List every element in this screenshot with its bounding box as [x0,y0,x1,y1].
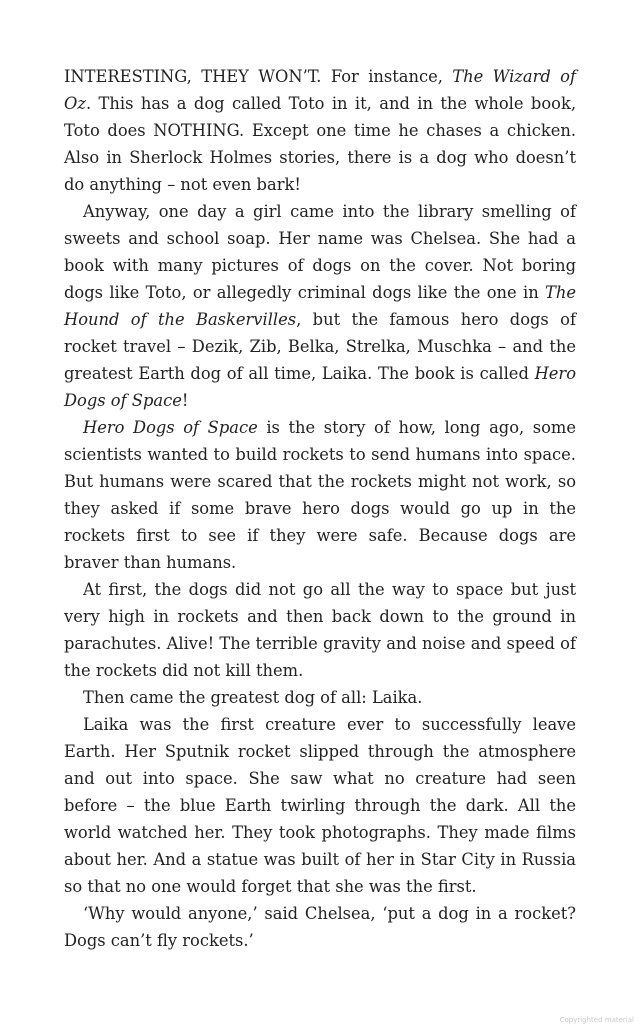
italic-text: The Hound of the Baskervilles [64,283,576,329]
paragraph [64,414,576,576]
italic-text: Hero Dogs of Space [83,418,258,437]
copyright-watermark: Copyrighted material [559,1016,634,1024]
paragraph [64,900,576,954]
body-text: ! [181,391,189,410]
body-text: INTERESTING, THEY WON’T. For instance, [64,67,453,86]
body-text: is the story of how, long ago, some scientists wanted to build rockets to send humans into space. But humans were scared that the rockets might not work, so they asked if some brave hero dogs would go up in the rockets first to see if they were safe. Because dogs are braver than humans. [64,418,577,572]
paragraph [64,63,576,198]
paragraph [64,198,576,414]
paragraph [64,684,576,711]
body-text: Then came the greatest dog of all: Laika. [83,688,423,707]
body-text: , but the famous hero dogs of rocket travel – Dezik, Zib, Belka, Strelka, Muschka – and the greatest Earth dog of all time, Laika. The book is called [64,310,576,383]
italic-text: The Wizard of Oz [64,67,576,113]
body-text: ‘Why would anyone,’ said Chelsea, ‘put a dog in a rocket? Dogs can’t fly rockets.’ [64,904,576,950]
body-text: . This has a dog called Toto in it, and in the whole book, Toto does NOTHING. Except one time he chases a chicken. Also in Sherlock Holmes stories, there is a dog who doesn’t do anything – not even bark! [64,94,576,194]
paragraph [64,711,576,900]
body-text: At first, the dogs did not go all the way to space but just very high in rockets and then back down to the ground in parachutes. Alive! The terrible gravity and noise and speed of the rockets did not kill them. [64,580,576,680]
italic-text: Hero Dogs of Space [64,364,576,410]
paragraph [64,576,576,684]
body-text: Laika was the first creature ever to successfully leave Earth. Her Sputnik rocket slipped through the atmosphere and out into space. She saw what no creature had seen before – the blue Earth twirling through the dark. All the world watched her. They took photographs. They made films about her. And a statue was built of her in Star City in Russia so that no one would forget that she was the first. [64,715,576,896]
book-page-text [64,63,576,954]
body-text: Anyway, one day a girl came into the library smelling of sweets and school soap. Her name was Chelsea. She had a book with many pictures of dogs on the cover. Not boring dogs like Toto, or allegedly criminal dogs like the one in [64,202,576,302]
